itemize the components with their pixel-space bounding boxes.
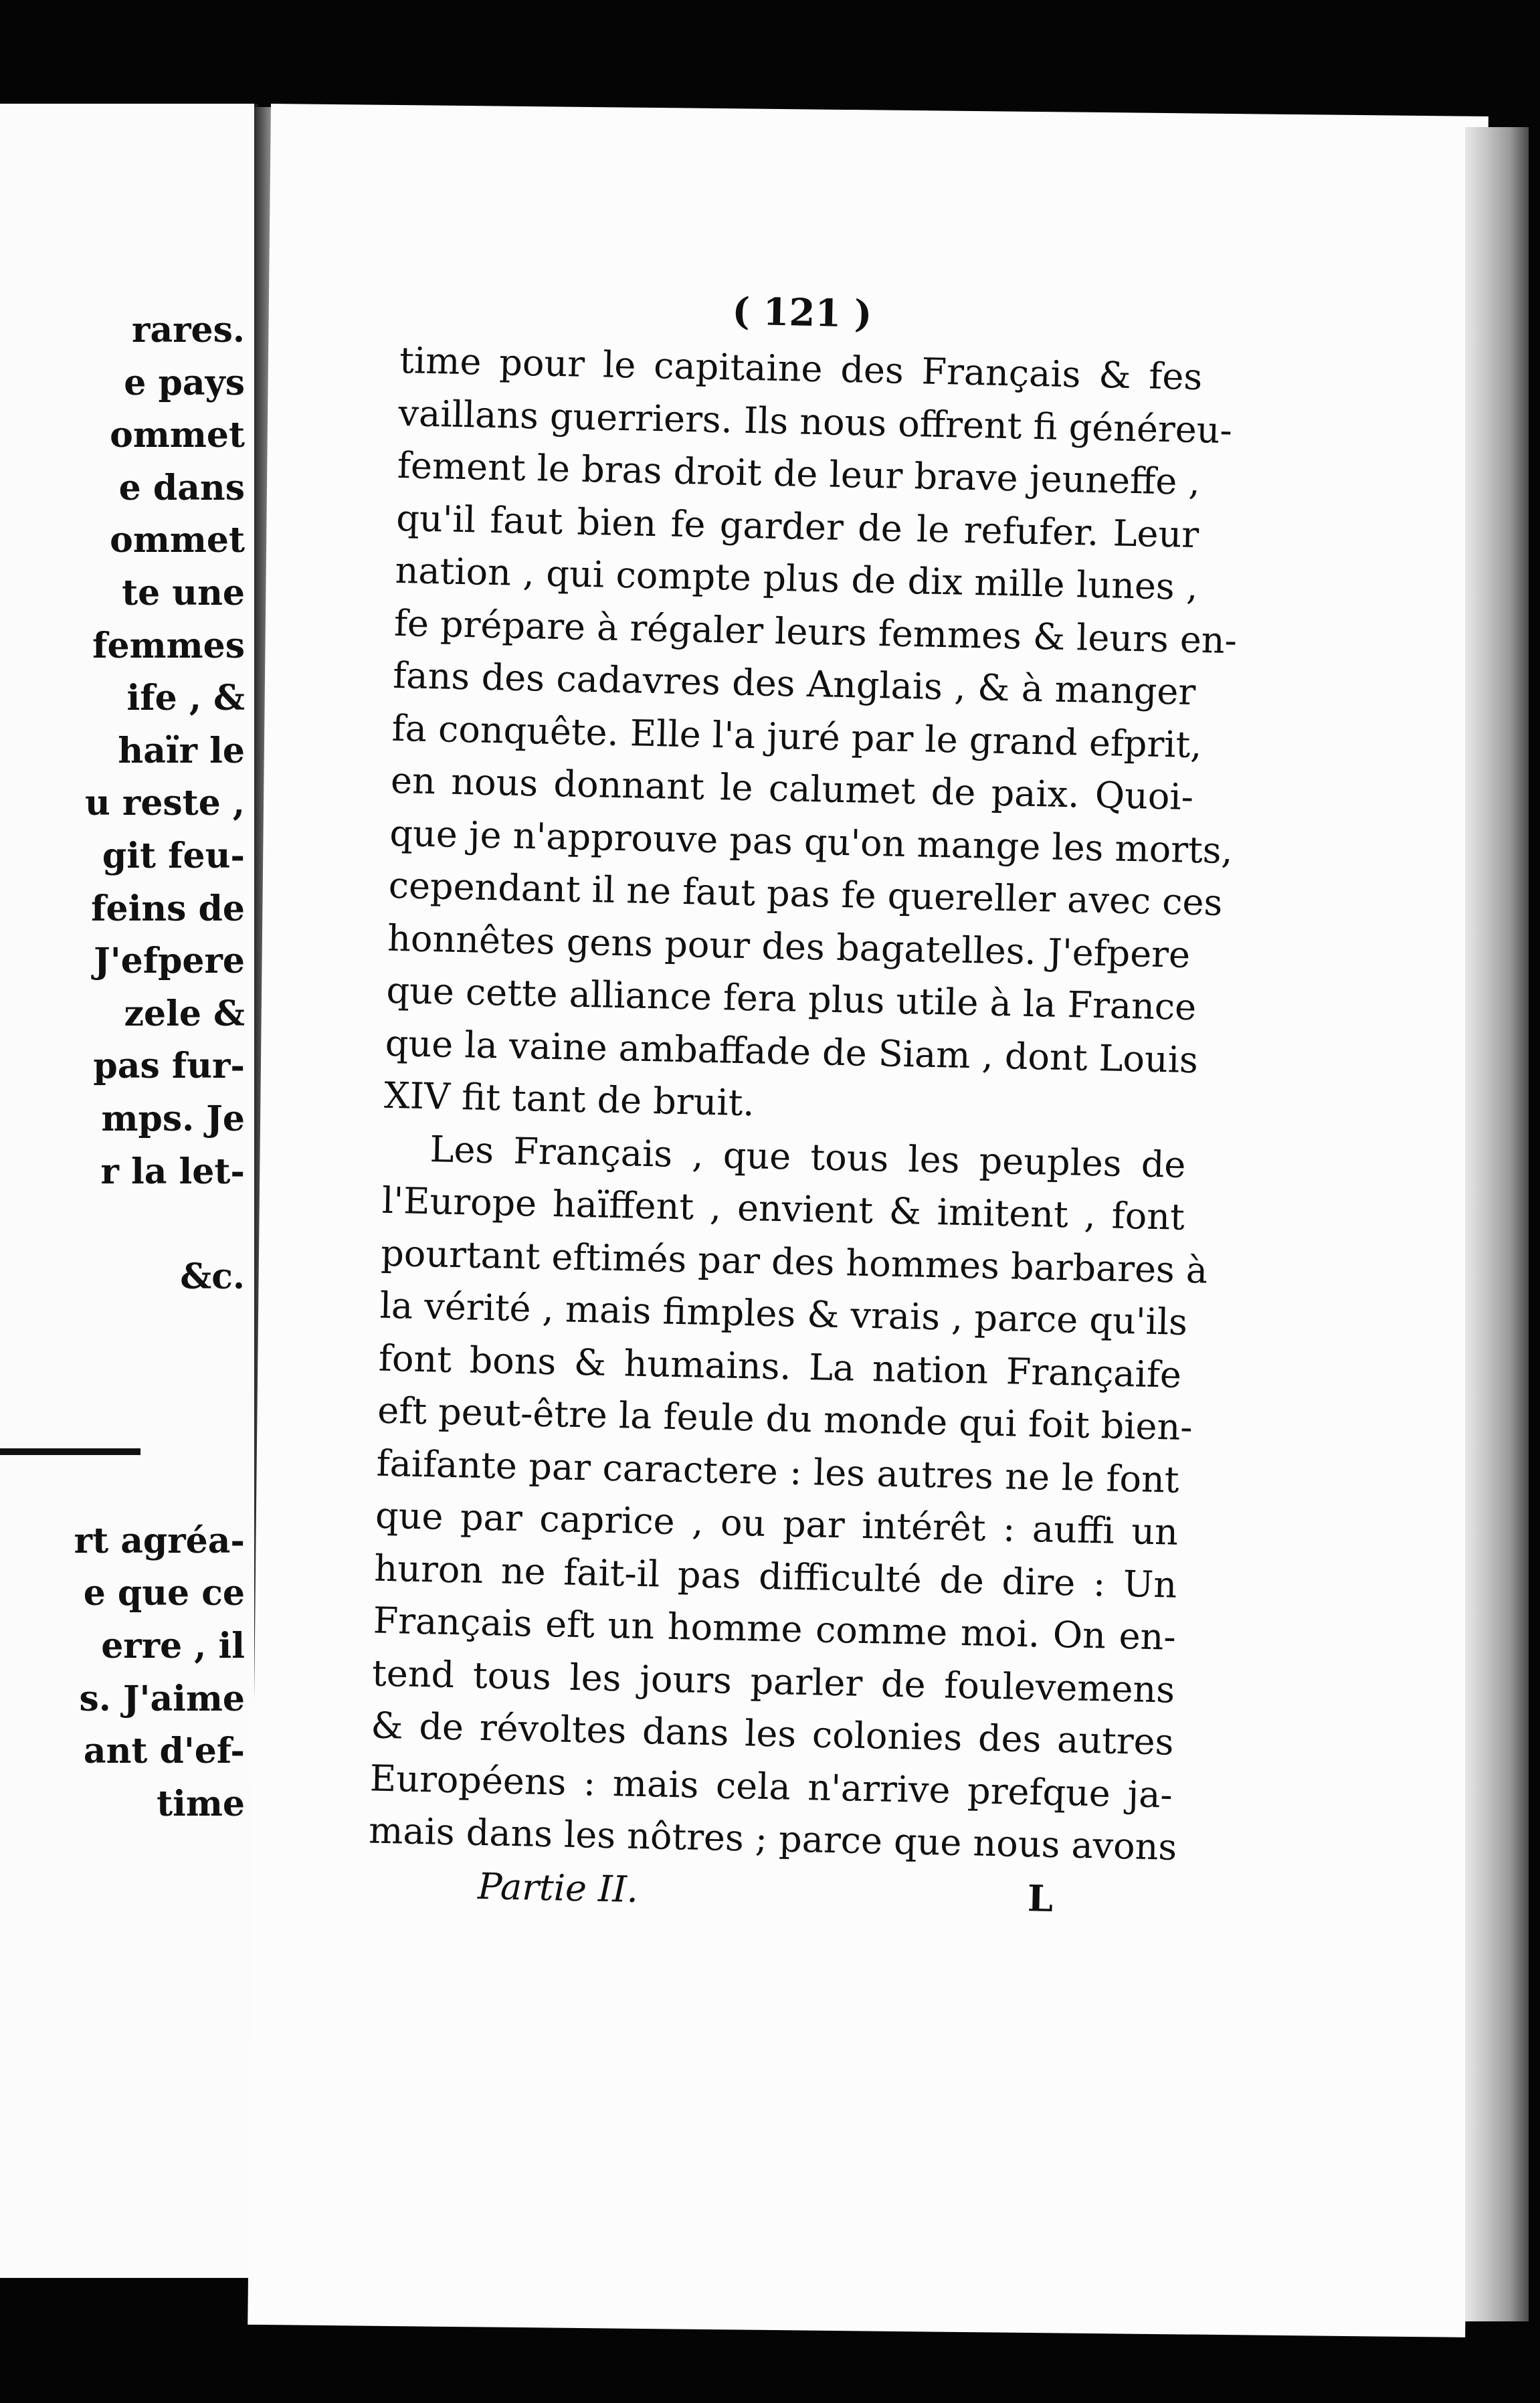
text-line: qu'il faut bien fe garder de le refufer. Leur — [395, 496, 1199, 556]
left-text-line: u reste , — [85, 783, 245, 824]
left-text-line: haïr le — [118, 730, 245, 771]
left-text-line: s. J'aime — [79, 1678, 245, 1719]
left-page — [0, 104, 258, 2278]
page-number: ( 121 ) — [731, 289, 873, 337]
left-text-line: r la let- — [100, 1151, 245, 1192]
text-line: Européens : mais cela n'arrive prefque ja- — [369, 1757, 1173, 1816]
left-text-line: femmes — [92, 625, 245, 666]
left-text-line — [74, 1198, 245, 1251]
text-line: en nous donnant le calumet de paix. Quoi- — [390, 759, 1194, 818]
page-edge — [1465, 127, 1529, 2321]
text-line: font bons & humains. La nation Françaife — [378, 1337, 1182, 1396]
left-text-line: pas fur- — [93, 1046, 245, 1087]
paragraph-2 — [368, 1122, 1208, 1874]
paragraph-1 — [383, 334, 1238, 1139]
left-text-line: e dans — [118, 467, 245, 508]
left-text-line: rt agréa- — [74, 1520, 245, 1561]
text-line: Français eft un homme comme moi. On en- — [373, 1599, 1177, 1658]
text-line: vaillans guerriers. Ils nous offrent fi généreu- — [398, 391, 1233, 452]
left-text-line: J'efpere — [94, 941, 245, 982]
left-text-line: e que ce — [83, 1573, 245, 1614]
left-text-line: e pays — [124, 362, 245, 403]
text-line: pourtant eftimés par des hommes barbares à — [380, 1232, 1208, 1292]
left-text-line: &c. — [180, 1256, 245, 1297]
text-line: que cette alliance fera plus utile à la France — [385, 969, 1197, 1029]
left-section-heading — [0, 1355, 4, 1408]
text-line: eft peut-être la feule du monde qui foit bien- — [377, 1389, 1193, 1449]
left-text-line: rares. — [132, 310, 245, 351]
text-line: & de révoltes dans les colonies des autres — [370, 1704, 1174, 1763]
section-divider — [0, 1448, 140, 1455]
left-text-line: feins de — [91, 888, 245, 929]
left-text-line: time — [157, 1783, 245, 1824]
left-text-line: te une — [122, 572, 245, 613]
text-line: que je n'approuve pas qu'on mange les morts, — [389, 811, 1234, 872]
text-line: l'Europe haïffent , envient & imitent , font — [381, 1179, 1185, 1238]
text-line: que la vaine ambaffade de Siam , dont Louis — [385, 1022, 1199, 1081]
text-line: tend tous les jours parler de foulevemens — [371, 1652, 1175, 1711]
footer-signature-mark: L — [1027, 1877, 1054, 1920]
text-line: cependant il ne faut pas fe quereller avec ces — [388, 864, 1223, 924]
left-text-line: ant d'ef- — [83, 1731, 245, 1772]
left-text-line: erre , il — [101, 1626, 245, 1667]
text-line: Les Français , que tous les peuples de — [429, 1127, 1187, 1186]
text-line: fe prépare à régaler leurs femmes & leurs en- — [393, 601, 1238, 662]
text-line: la vérité , mais fimples & vrais , parce qu'ils — [379, 1284, 1188, 1343]
left-text-line: zele & — [124, 993, 245, 1034]
text-line: time pour le capitaine des Français & fes — [399, 339, 1203, 399]
text-line: que par caprice , ou par intérêt : auffi un — [375, 1494, 1179, 1553]
left-text-line: ommet — [110, 415, 245, 456]
text-line: faifante par caractere : les autres ne le font — [376, 1442, 1180, 1501]
left-text-line: ife , & — [126, 678, 245, 719]
right-page-text — [368, 274, 1238, 1874]
left-page-text — [74, 304, 245, 1830]
left-text-line: git feu- — [102, 835, 245, 876]
text-line: nation , qui compte plus de dix mille lunes , — [395, 549, 1199, 609]
footer-part-label: Partie II. — [477, 1864, 639, 1911]
text-line: fa conquête. Elle l'a juré par le grand efprit, — [391, 706, 1203, 766]
text-line: huron ne fait-il pas difficulté de dire : Un — [373, 1547, 1177, 1606]
text-line: XIV fit tant de bruit. — [383, 1074, 755, 1125]
left-text-line: ommet — [110, 520, 245, 561]
text-line: fement le bras droit de leur brave jeuneffe , — [397, 444, 1201, 504]
text-line: honnêtes gens pour des bagatelles. J'efpere — [387, 917, 1191, 976]
text-line: fans des cadavres des Anglais , & à manger — [392, 654, 1196, 713]
left-text-line: mps. Je — [101, 1098, 245, 1139]
text-line: mais dans les nôtres ; parce que nous avons — [368, 1809, 1177, 1868]
